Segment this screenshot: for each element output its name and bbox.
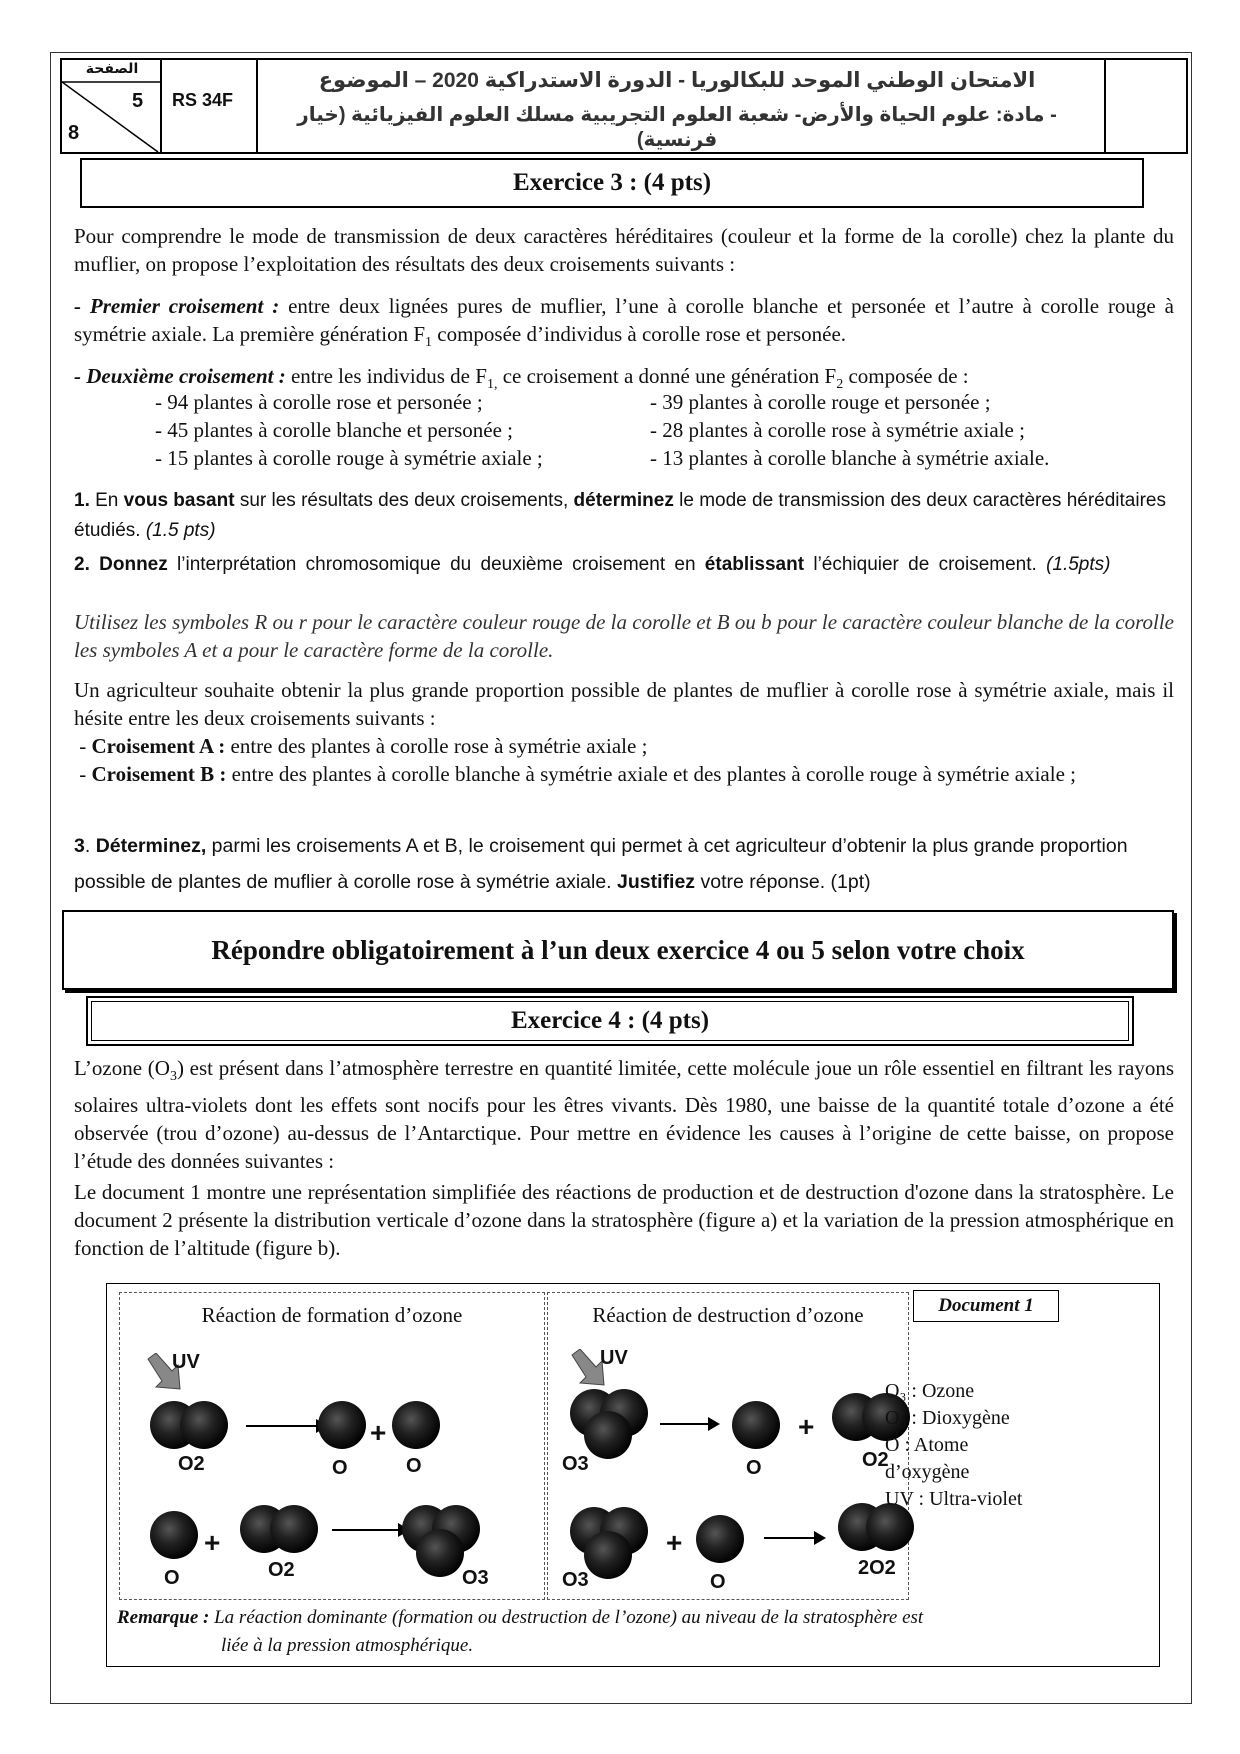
oxygen-atom	[696, 1515, 744, 1563]
q1-b: vous basant	[123, 490, 235, 511]
plus-sign: +	[370, 1417, 387, 1448]
q3-d: Justifiez	[617, 871, 696, 893]
cross2-label: - Deuxième croisement :	[74, 364, 286, 388]
cross-a-text: entre des plantes à corolle rose à symétrie axiale ;	[225, 734, 648, 758]
cross1-sub: 1	[425, 335, 433, 351]
oxygen-atom	[584, 1411, 632, 1459]
reaction-arrow-icon	[246, 1425, 326, 1427]
legend-item: d’oxygène	[885, 1461, 970, 1483]
remark-text: La réaction dominante (formation ou destruction de l’ozone) au niveau de la stratosphère est	[209, 1607, 924, 1628]
oxygen-atom	[416, 1529, 464, 1577]
destruction-title: Réaction de destruction d’ozone	[592, 1303, 864, 1327]
formation-title: Réaction de formation d’ozone	[201, 1303, 463, 1327]
exam-header	[60, 58, 1188, 154]
code-cell	[160, 60, 258, 152]
cross2-sub: 1,	[486, 377, 498, 393]
result-item: - 45 plantes à corolle blanche et personée ;	[155, 418, 514, 442]
oxygen-atom	[150, 1511, 198, 1559]
plus-sign: +	[666, 1527, 683, 1558]
q1-d: déterminez	[573, 490, 674, 511]
cross-a: - Croisement A : entre des plantes à corolle rose à symétrie axiale ;	[74, 734, 648, 758]
o-label: O	[746, 1457, 762, 1479]
oxygen-atom	[270, 1505, 318, 1553]
legend-item: O : Atome	[885, 1434, 969, 1456]
oxygen-atom	[392, 1401, 440, 1449]
ex4-p1-a: L’ozone (O	[74, 1056, 170, 1080]
cross2-text: entre les individus de F	[285, 364, 487, 388]
oxygen-atom	[180, 1401, 228, 1449]
ex4-paragraph-2: Le document 1 montre une représentation simplifiée des réactions de production et de destruction d'ozone dans la stratosphère. Le document 2 présente la distribution verticale d’ozone dans la stratosphère (figure a) et la variation de la pression atmosphérique en fonction de l’altitude (figure b).	[74, 1180, 1174, 1260]
legend-item: O₂ : Dioxygène	[885, 1407, 1010, 1429]
legend-item: O₃ : Ozone	[885, 1380, 975, 1402]
cross2-sub2: 2	[836, 377, 844, 393]
cross-b-label: Croisement B :	[91, 762, 227, 786]
cross2-mid: ce croisement a donné une génération F	[497, 364, 837, 388]
o2-label: O2	[178, 1453, 205, 1475]
o3-label: O3	[462, 1567, 489, 1589]
result-item: - 39 plantes à corolle rouge et personée ;	[650, 390, 991, 414]
plus-sign: +	[204, 1527, 221, 1558]
reaction-arrow-icon	[332, 1529, 408, 1531]
remark-label: Remarque :	[117, 1607, 210, 1628]
page-num: 5	[132, 90, 144, 112]
oxygen-atom	[584, 1531, 632, 1579]
o-label: O	[164, 1567, 180, 1589]
q2-e: l’échiquier de croisement.	[804, 554, 1037, 575]
q3-e: votre réponse. (1pt)	[695, 871, 871, 893]
cross-b: - Croisement B : entre des plantes à corolle blanche à symétrie axiale et des plantes à corolle rouge à symétrie axiale ;	[74, 762, 1076, 786]
page-label: الصفحة	[85, 60, 139, 76]
cross-b-text: entre des plantes à corolle blanche à symétrie axiale et des plantes à corolle rouge à symétrie axiale ;	[226, 762, 1076, 786]
ex3-cross1	[74, 292, 1174, 357]
document-1	[106, 1283, 1160, 1667]
ex4-paragraph-1	[74, 1054, 1174, 1175]
cross-a-label: Croisement A :	[91, 734, 226, 758]
o-label: O	[710, 1571, 726, 1593]
uv-label: UV	[600, 1347, 628, 1369]
q3-num: 3	[74, 835, 85, 857]
o-label: O	[332, 1457, 348, 1479]
q1-num: 1.	[74, 490, 90, 511]
result-item: - 94 plantes à corolle rose et personée ;	[155, 390, 483, 414]
remark-text-2: liée à la pression atmosphérique.	[221, 1635, 474, 1656]
remark	[117, 1604, 1147, 1660]
exercise-4-title: Exercice 4 : (4 pts)	[86, 996, 1134, 1046]
q1-e: le mode de transmission des deux caractères héréditaires étudiés.	[74, 490, 1166, 541]
page-total: 8	[68, 122, 80, 144]
exam-code: RS 34F	[172, 90, 234, 110]
reaction-arrow-icon	[764, 1537, 824, 1539]
q2-d: établissant	[704, 554, 805, 575]
symbols-instruction: Utilisez les symboles R ou r pour le caractère couleur rouge de la corolle et B ou b pour le caractère couleur blanche de la corolle les symboles A et a pour le caractère forme de la corolle.	[74, 610, 1174, 662]
q2-b: Donnez	[99, 554, 168, 575]
uv-label: UV	[172, 1351, 200, 1373]
header-empty-cell	[1104, 60, 1186, 152]
exercise-3-title: Exercice 3 : (4 pts)	[80, 158, 1144, 208]
destruction-panel	[547, 1292, 909, 1600]
question-3: 3. Déterminez, parmi les croisements A et B, le croisement qui permet à cet agriculteur d’obtenir la plus grande proportion possible de plantes de muflier à corolle rose à symétrie axiale. Justifiez votre réponse. (1pt)	[74, 835, 1128, 893]
q3-b: Déterminez,	[95, 835, 207, 857]
o2-label: O2	[268, 1559, 295, 1581]
document-1-label: Document 1	[913, 1290, 1059, 1322]
cross2-end: composée de :	[843, 364, 969, 388]
ex4-p1-sub: 3	[169, 1069, 177, 1085]
header-title-2: - مادة: علوم الحياة والأرض- شعبة العلوم التجريبية مسلك العلوم الفيزيائية (خيار فرنسية)	[297, 104, 1057, 151]
q3-c: parmi les croisements A et B, le croisement qui permet à cet agriculteur d’obtenir la plus grande proportion possible de plantes de muflier à corolle rose à symétrie axiale.	[74, 835, 1128, 893]
page-number-cell	[62, 60, 162, 152]
result-item: - 15 plantes à corolle rouge à symétrie axiale ;	[155, 446, 543, 470]
oxygen-atom	[318, 1401, 366, 1449]
q1-a: En	[89, 490, 124, 511]
cross1-label: - Premier croisement :	[74, 294, 280, 318]
question-1	[74, 486, 1174, 546]
q2-points: (1.5pts)	[1046, 554, 1111, 575]
cross1-end: composée d’individus à corolle rose et personée.	[432, 322, 847, 346]
oxygen-atom	[732, 1401, 780, 1449]
q2-c: l’interprétation chromosomique du deuxième croisement en	[167, 554, 705, 575]
plus-sign: +	[798, 1411, 815, 1442]
o3-label: O3	[562, 1569, 589, 1591]
formation-panel	[119, 1292, 545, 1600]
header-title-1: الامتحان الوطني الموحد للبكالوريا - الدورة الاستدراكية 2020 – الموضوع	[318, 69, 1036, 92]
choice-banner: Répondre obligatoirement à l’un deux exercice 4 ou 5 selon votre choix	[62, 910, 1174, 990]
question-2	[74, 550, 1174, 580]
o3-label: O3	[562, 1453, 589, 1475]
2o2-label: 2O2	[858, 1557, 896, 1579]
o2-label: O2	[862, 1449, 889, 1471]
farmer-context: Un agriculteur souhaite obtenir la plus grande proportion possible de plantes de muflier à corolle rose à symétrie axiale, mais il hésite entre les deux croisements suivants :	[74, 678, 1174, 730]
legend-item: UV : Ultra-violet	[885, 1488, 1023, 1510]
q2-num: 2.	[74, 554, 90, 575]
cross1-text: entre deux lignées pures de muflier, l’une à corolle blanche et personée et l’autre à corolle rouge à symétrie axiale. La première génération F	[74, 294, 1174, 346]
q1-points: (1.5 pts)	[145, 520, 216, 541]
document-1-legend	[885, 1378, 1022, 1513]
ex3-intro: Pour comprendre le mode de transmission de deux caractères héréditaires (couleur et la forme de la corolle) chez la plante du muflier, on propose l’exploitation des résultats des deux croisements suivants :	[74, 224, 1174, 276]
q1-c: sur les résultats des deux croisements,	[234, 490, 574, 511]
result-item: - 28 plantes à corolle rose à symétrie axiale ;	[650, 418, 1025, 442]
result-item: - 13 plantes à corolle blanche à symétrie axiale.	[650, 446, 1050, 470]
ex4-p1-b: ) est présent dans l’atmosphère terrestre en quantité limitée, cette molécule joue un rôle essentiel en filtrant les rayons solaires ultra-violets dont les effets sont nocifs pour les êtres vivants. Dès 1980, une baisse de la quantité totale d’ozone a été observée (trou d’ozone) au-dessus de l’Antarctique. Pour mettre en évidence les causes à l’origine de cette baisse, on propose l’étude des données suivantes :	[74, 1056, 1174, 1174]
reaction-arrow-icon	[660, 1423, 718, 1425]
o-label: O	[406, 1455, 422, 1477]
